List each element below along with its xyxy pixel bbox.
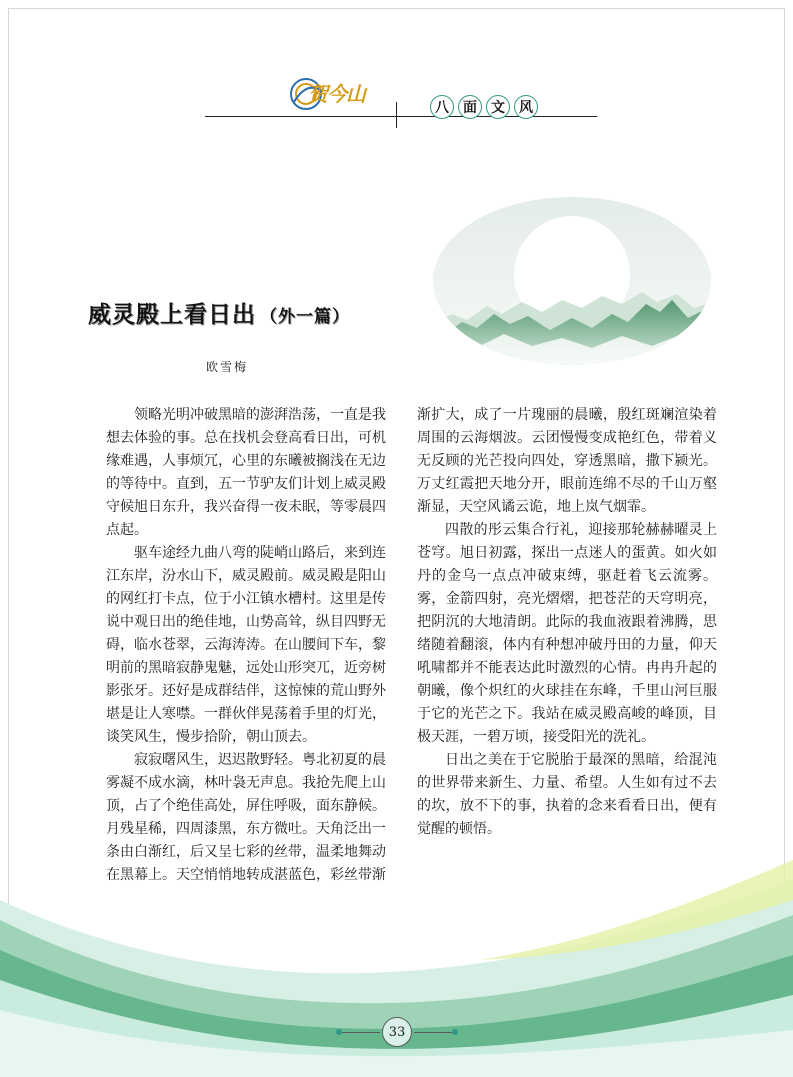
paragraph: 四散的彤云集合行礼，迎接那轮赫赫曜灵上苍穹。旭日初露，探出一点迷人的蛋黄。如火如丹的金乌一点点冲破束缚，驱赶着飞云流雾。雾，金箭四射，亮光熠熠，把苍茫的天穹明亮，把阴沉的大地清朗。此际的我血液跟着沸腾，思绪随着翻滚，体内有种想冲破丹田的力量，仰天吼啸都并不能表达此时激烈的心情。冉冉升起的朝曦，像个炽红的火球挂在东峰，千里山河巨服于它的光芒之下。我站在威灵殿高峻的峰顶，目极天涯，一碧万顷，接受阳光的洗礼。	[417, 522, 717, 745]
article-title	[88, 296, 350, 329]
paragraph: 驱车途经九曲八弯的陡峭山路后，来到连江东岸，汾水山下，威灵殿前。威灵殿是阳山的网红打卡点，位于小江镇水槽村。这里是传说中观日出的绝佳地，山势高耸，纵目四野无碍，临水苍翠，云海涛涛。在山腰间下车，黎明前的黑暗寂静鬼魅，远处山形突兀，近旁树影张牙。还好是成群结伴，这惊悚的荒山野外堪是让人寒噤。一群伙伴晃荡着手里的灯光，谈笑风生，慢步拾阶，朝山顶去。	[106, 545, 386, 745]
article-subtitle: （外一篇）	[260, 307, 350, 327]
column-char: 文	[486, 95, 510, 119]
body-column-left	[106, 404, 386, 887]
article-title-main: 威灵殿上看日出	[88, 302, 256, 328]
page-number-dot	[452, 1029, 458, 1035]
sunrise-landscape-illustration	[432, 196, 712, 366]
paragraph: 领略光明冲破黑暗的澎湃浩荡，一直是我想去体验的事。总在找机会登高看日出，可机缘难遇，人事烦冗，心里的东曦被搁浅在无边的等待中。直到，五一节驴友们计划上威灵殿守候旭日东升，我兴奋得一夜未眠，等零晨四点起。	[106, 407, 386, 538]
column-char: 面	[458, 95, 482, 119]
column-label	[430, 95, 538, 119]
header-cross-mark	[396, 102, 397, 128]
page-number-line	[414, 1032, 452, 1033]
logo-text: 贺今山	[308, 82, 365, 106]
article-author: 欧雪梅	[206, 360, 249, 374]
header-rule	[205, 116, 597, 117]
paragraph: 寂寂曙风生，迟迟散野轻。粤北初夏的晨雾凝不成水滴，林叶袅无声息。我抢先爬上山顶，占了个绝佳高处，屏住呼吸，面东静候。月残星稀，四周漆黑，东方微吐。天角泛出一条由白渐红，后又呈七彩的丝带，温柔地舞动在黑幕上。天空悄悄地转成湛蓝色，彩丝带渐	[106, 752, 386, 883]
paragraph-continued: 渐扩大，成了一片瑰丽的晨曦，殷红斑斓渲染着周围的云海烟波。云团慢慢变成艳红色，带着义无反顾的光芒投向四处，穿透黑暗，撒下颍光。万丈红霞把天地分开，眼前连绵不尽的千山万壑渐显，天空风谲云诡，地上岚气烟霏。	[417, 407, 717, 515]
body-column-right	[417, 404, 717, 841]
column-char: 八	[430, 95, 454, 119]
column-char: 风	[514, 95, 538, 119]
paragraph: 日出之美在于它脱胎于最深的黑暗，给混沌的世界带来新生、力量、希望。人生如有过不去的坎，放不下的事，执着的念来看看日出，便有觉醒的顿悟。	[417, 752, 717, 837]
page-number-line	[342, 1032, 380, 1033]
page-number: 33	[382, 1017, 412, 1047]
